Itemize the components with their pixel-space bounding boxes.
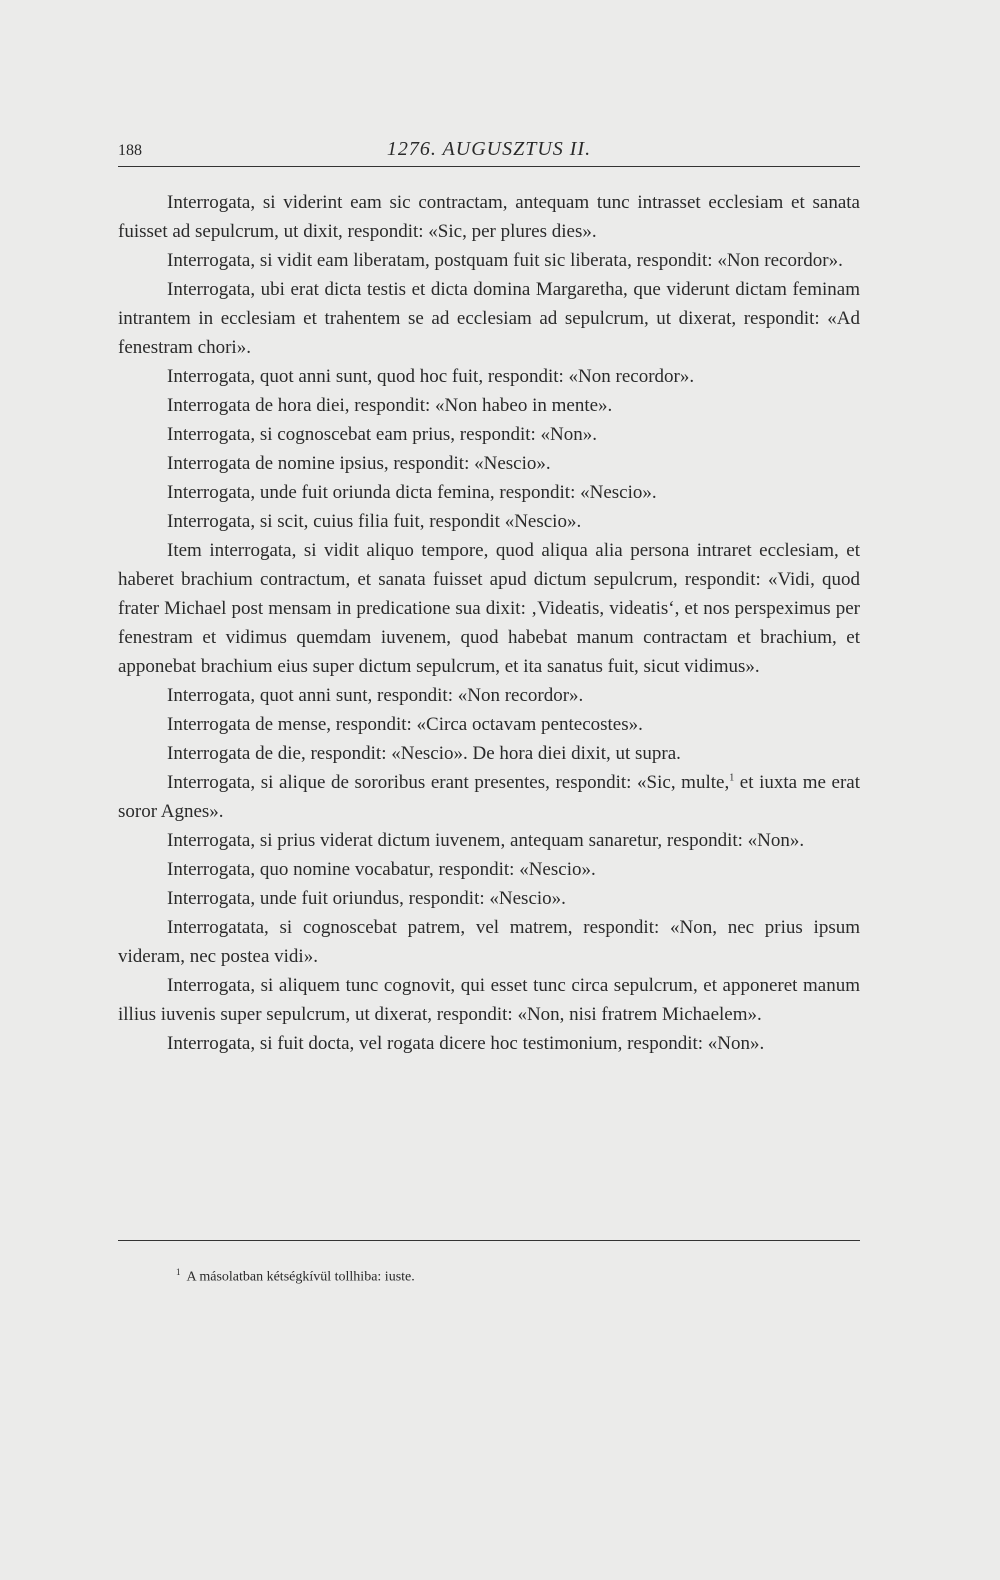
paragraph: Interrogata, quo nomine vocabatur, respondit: «Nescio». [167,859,596,880]
paragraph: Interrogata de mense, respondit: «Circa octavam pentecostes». [167,714,643,735]
running-title: 1276. AUGUSZTUS II. [386,138,592,160]
paragraph: Interrogata de nomine ipsius, respondit: «Nescio». [167,453,551,474]
paragraph: Interrogata, si prius viderat dictum iuvenem, antequam sanaretur, respondit: «Non». [167,830,805,851]
paragraph: Item interrogata, si vidit aliquo tempore, quod aliqua alia persona intraret ecclesiam, et haberet brachium contractum, et sanata fuisset apud dictum sepulcrum, respondit: «Vidi, quod frater Michael post mensam in predicatione sua dixit: ‚Videatis, videatis‘, et nos perspeximus per fenestram et vidimus quemdam iuvenem, quod habebat manum contractam et brachium, et apponebat brachium eius super dictum sepulcrum, et ita sanatus fuit, sicut vidimus». [118,540,860,677]
paragraph: Interrogata de hora diei, respondit: «Non habeo in mente». [167,395,613,416]
paragraph-text-continued: et iuxta me erat soror Agnes». [118,772,860,822]
paragraph: Interrogatata, si cognoscebat patrem, vel matrem, respondit: «Non, nec prius ipsum videram, nec postea vidi». [118,917,860,967]
footnote-reference: 1 [729,772,735,784]
footnote [176,1267,415,1286]
paragraph-with-footnote-ref [118,768,860,826]
paragraph: Interrogata, si cognoscebat eam prius, respondit: «Non». [167,424,598,445]
footnote-text: A másolatban kétségkívül tollhiba: iuste. [186,1269,415,1285]
paragraph: Interrogata de die, respondit: «Nescio». De hora diei dixit, ut supra. [167,743,681,764]
paragraph: Interrogata, si aliquem tunc cognovit, qui esset tunc circa sepulcrum, et apponeret manum illius iuvenis super sepulcrum, ut dixerat, respondit: «Non, nisi fratrem Michaelem». [118,975,860,1025]
paragraph: Interrogata, quot anni sunt, respondit: «Non recordor». [167,685,584,706]
paragraph: Interrogata, si vidit eam liberatam, postquam fuit sic liberata, respondit: «Non recordor». [167,250,843,271]
body-text [118,188,860,1058]
paragraph: Interrogata, si scit, cuius filia fuit, respondit «Nescio». [167,511,582,532]
paragraph-text: Interrogata, si alique de sororibus erant presentes, respondit: «Sic, multe, [167,772,730,793]
paragraph: Interrogata, quot anni sunt, quod hoc fuit, respondit: «Non recordor». [167,366,695,387]
page-number: 188 [118,142,142,159]
footnote-rule [118,1240,860,1241]
paragraph: Interrogata, si fuit docta, vel rogata dicere hoc testimonium, respondit: «Non». [167,1033,765,1054]
paragraph: Interrogata, unde fuit oriunda dicta femina, respondit: «Nescio». [167,482,657,503]
paragraph: Interrogata, ubi erat dicta testis et dicta domina Margaretha, que viderunt dictam feminam intrantem in ecclesiam et trahentem se ad ecclesiam ad sepulcrum, ut dixerat, respondit: «Ad fenestram chori». [118,279,860,358]
page-header [118,136,860,166]
footnote-mark: 1 [176,1267,181,1277]
paragraph: Interrogata, unde fuit oriundus, respondit: «Nescio». [167,888,566,909]
paragraph: Interrogata, si viderint eam sic contractam, antequam tunc intrasset ecclesiam et sanata fuisset ad sepulcrum, ut dixit, respondit: «Sic, per plures dies». [118,192,860,242]
header-rule [118,166,860,167]
